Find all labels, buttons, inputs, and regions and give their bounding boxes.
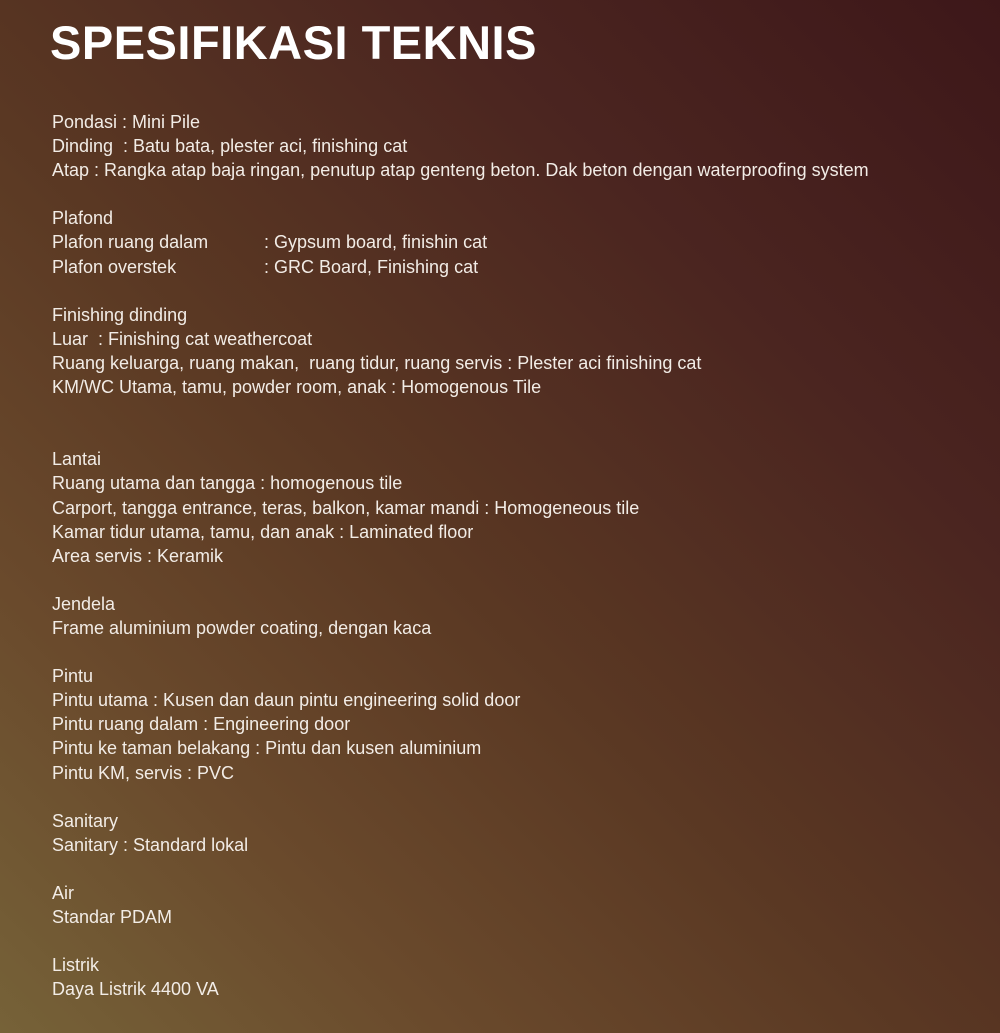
spec-pintu-taman: Pintu ke taman belakang : Pintu dan kusen aluminium [52,738,482,759]
spacer [52,640,982,664]
spec-air: Standar PDAM [52,907,173,928]
section-heading-lantai: Lantai [52,449,102,470]
spec-label: Plafon ruang dalam [52,232,209,253]
section-heading-air: Air [52,883,74,903]
section-heading-jendela: Jendela [52,593,116,614]
spec-pintu-km: Pintu KM, servis : PVC [52,762,235,783]
spec-lantai-utama: Ruang utama dan tangga : homogenous tile [52,473,403,494]
spec-value: : Gypsum board, finishin cat [264,232,488,253]
spec-finishing-luar: Luar : Finishing cat weathercoat [52,328,313,349]
spec-pintu-utama: Pintu utama : Kusen dan daun pintu engineering solid door [52,690,521,711]
section-heading-plafond: Plafond [52,208,114,229]
section-heading-finishing-dinding: Finishing dinding [52,304,188,325]
spacer [52,785,982,809]
spacer [52,568,982,592]
spec-sanitary: Sanitary : Standard lokal [52,834,249,855]
spacer [52,182,982,206]
spec-jendela-frame: Frame aluminium powder coating, dengan kaca [52,617,432,638]
section-heading-listrik: Listrik [52,955,100,976]
spec-label: Plafon overstek [52,256,177,277]
spec-lantai-carport: Carport, tangga entrance, teras, balkon, kamar mandi : Homogeneous tile [52,497,640,518]
spec-plafon-ruang-dalam [52,230,982,254]
spec-plafon-overstek [52,255,982,279]
spec-value: : GRC Board, Finishing cat [264,256,479,277]
spec-atap: Atap : Rangka atap baja ringan, penutup atap genteng beton. Dak beton dengan waterproofing system [52,160,869,181]
spacer [52,279,982,303]
section-heading-pintu: Pintu [52,666,94,687]
spacer [52,399,982,447]
section-heading-sanitary: Sanitary [52,810,119,831]
spec-listrik: Daya Listrik 4400 VA [52,979,219,1000]
spec-pondasi: Pondasi : Mini Pile [52,112,201,132]
spacer [52,857,982,881]
spec-finishing-kmwc: KM/WC Utama, tamu, powder room, anak : Homogenous Tile [52,377,542,398]
spec-lantai-servis: Area servis : Keramik [52,545,224,566]
spacer [52,929,982,953]
spec-lantai-kamar: Kamar tidur utama, tamu, dan anak : Laminated floor [52,521,474,542]
spec-content [52,110,982,1001]
spec-dinding: Dinding : Batu bata, plester aci, finishing cat [52,136,408,157]
page-title: SPESIFIKASI TEKNIS [50,16,537,69]
spec-pintu-dalam: Pintu ruang dalam : Engineering door [52,714,351,735]
spec-finishing-ruang: Ruang keluarga, ruang makan, ruang tidur, ruang servis : Plester aci finishing cat [52,352,702,373]
